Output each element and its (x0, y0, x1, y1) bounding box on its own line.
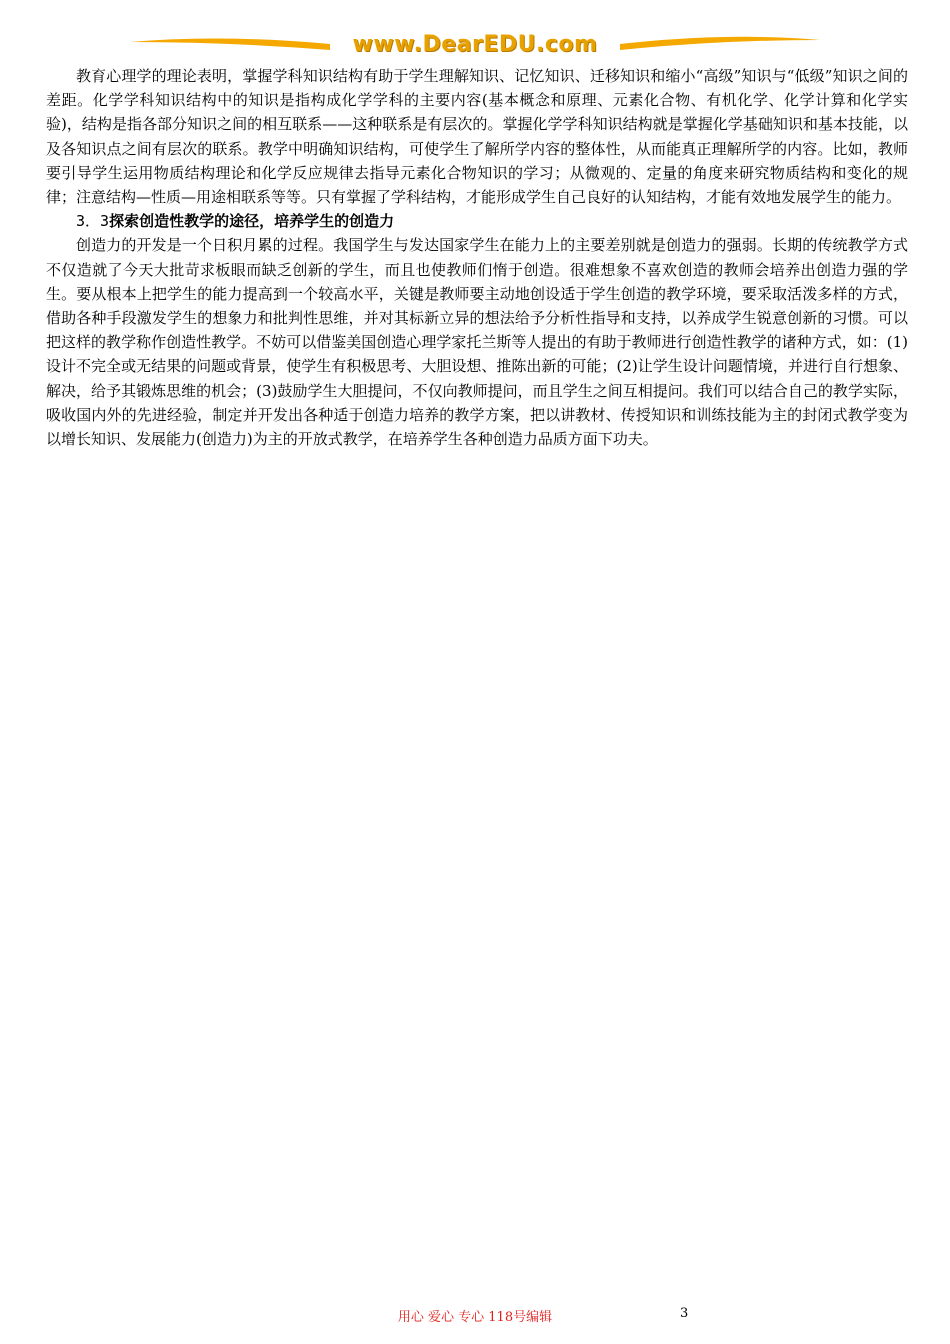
header-banner (130, 30, 820, 66)
section-number: 3．3 (76, 212, 110, 231)
document-body (46, 64, 908, 451)
page-number: 3 (680, 1306, 689, 1321)
section-title: 探索创造性教学的途径，培养学生的创造力 (109, 212, 395, 231)
paragraph-knowledge-structure: 教育心理学的理论表明，掌握学科知识结构有助于学生理解知识、记忆知识、迁移知识和缩小“高级”知识与“低级”知识之间的差距。化学学科知识结构中的知识是指构成化学学科的主要内容(基本概念和原理、元素化合物、有机化学、化学计算和化学实验)，结构是指各部分知识之间的相互联系——这种联系是有层次的。掌握化学学科知识结构就是掌握化学基础知识和基本技能，以及各知识点之间有层次的联系。教学中明确知识结构，可使学生了解所学内容的整体性，从而能真正理解所学的内容。比如，教师要引导学生运用物质结构理论和化学反应规律去指导元素化合物知识的学习；从微观的、定量的角度来研究物质结构和变化的规律；注意结构—性质—用途相联系等等。只有掌握了学科结构，才能形成学生自己良好的认知结构，才能有效地发展学生的能力。 (46, 67, 908, 207)
site-title[interactable]: www.DearEDU.com (352, 32, 598, 57)
footer-motto: 用心 爱心 专心 118号编辑 (397, 1310, 553, 1325)
section-heading (46, 209, 908, 233)
paragraph-creative-teaching: 创造力的开发是一个日积月累的过程。我国学生与发达国家学生在能力上的主要差别就是创造力的强弱。长期的传统教学方式不仅造就了今天大批苛求板眼而缺乏创新的学生，而且也使教师们惰于创造。很难想象不喜欢创造的教师会培养出创造力强的学生。要从根本上把学生的能力提高到一个较高水平，关键是教师要主动地创设适于学生创造的教学环境，要采取活泼多样的方式，借助各种手段激发学生的想象力和批判性思维，并对其标新立异的想法给予分析性指导和支持，以养成学生锐意创新的习惯。可以把这样的教学称作创造性教学。不妨可以借鉴美国创造心理学家托兰斯等人提出的有助于教师进行创造性教学的诸种方式，如：(1)设计不完全或无结果的问题或背景，使学生有积极思考、大胆设想、推陈出新的可能；(2)让学生设计问题情境，并进行自行想象、解决，给予其锻炼思维的机会；(3)鼓励学生大胆提问，不仅向教师提问，而且学生之间互相提问。我们可以结合自己的教学实际，吸收国内外的先进经验，制定并开发出各种适于创造力培养的教学方案，把以讲教材、传授知识和训练技能为主的封闭式教学变为以增长知识、发展能力(创造力)为主的开放式教学，在培养学生各种创造力品质方面下功夫。 (46, 236, 908, 449)
